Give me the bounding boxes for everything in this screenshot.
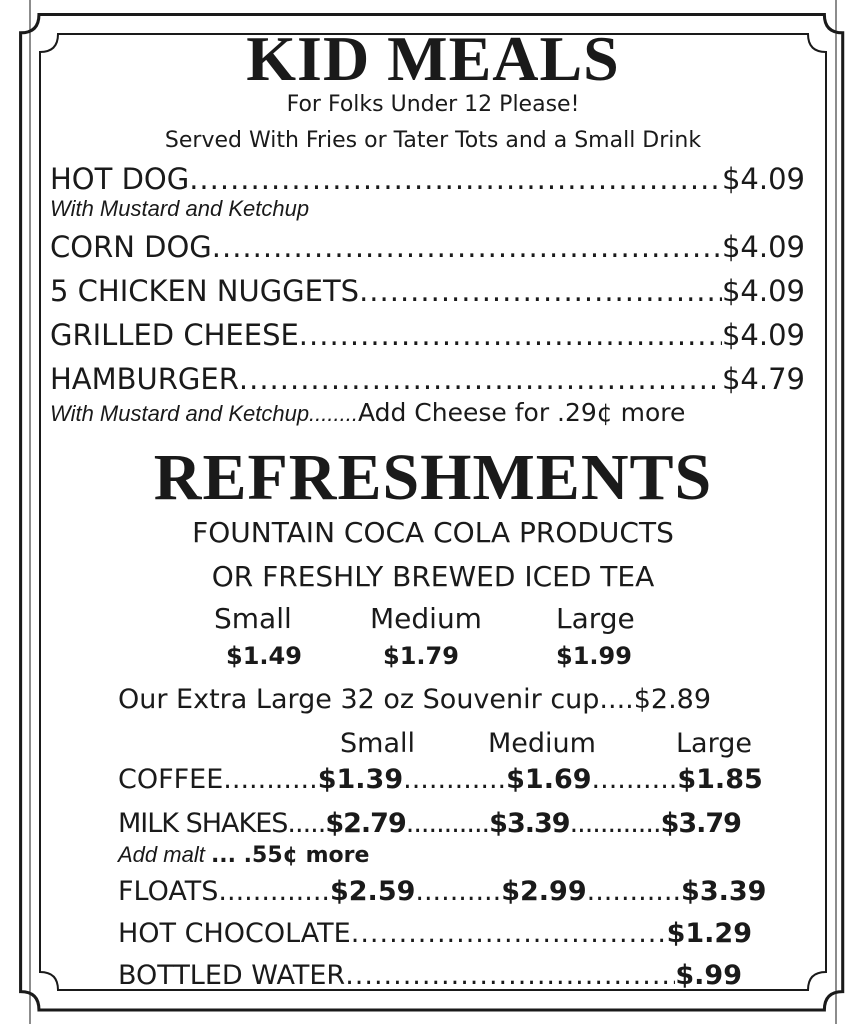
item-name: HAMBURGER [50,362,239,396]
menu-item-grilled-cheese [50,318,805,352]
add-malt-label: Add malt [118,842,205,867]
price-large: $1.85 [677,764,763,795]
item-name: 5 CHICKEN NUGGETS [50,274,360,308]
drink-size-medium: Medium [488,728,596,759]
menu-item-hot-dog [50,162,805,196]
item-name: GRILLED CHEESE [50,318,299,352]
item-price: $4.09 [721,230,805,264]
fountain-price-large: $1.99 [556,642,632,670]
refreshments-title: REFRESHMENTS [153,441,713,514]
dot-leader [212,230,722,264]
item-name: HOT CHOCOLATE [118,918,351,949]
dot-leader [351,918,667,949]
kid-meals-title: KID MEALS [246,23,620,94]
item-price: $4.09 [721,274,805,308]
item-price: $4.09 [721,318,805,352]
price-large: $3.79 [660,808,741,839]
fountain-price-small: $1.49 [226,642,302,670]
item-price: $1.29 [666,918,752,949]
item-price: $.99 [675,960,742,991]
souvenir-cup: Our Extra Large 32 oz Souvenir cup....$2.89 [118,684,712,715]
fountain-price-medium: $1.79 [383,642,459,670]
price-medium: $3.39 [489,808,570,839]
price-large: $3.39 [681,876,767,907]
item-name: BOTTLED WATER [118,960,346,991]
dot-leader [189,162,722,196]
item-price: $4.79 [721,362,805,396]
item-name: CORN DOG [50,230,212,264]
dot-leader [239,362,722,396]
item-name: MILK SHAKES [118,808,288,839]
drink-size-large: Large [676,728,752,759]
fountain-size-large: Large [556,602,635,635]
item-name: COFFEE [118,764,224,795]
kid-meals-subtitle-2: Served With Fries or Tater Tots and a Small Drink [164,128,702,153]
dot-leader [345,960,675,991]
item-price: $4.09 [721,162,805,196]
menu-item-corn-dog [50,230,805,264]
dot-leader [359,274,722,308]
price-medium: $1.69 [506,764,592,795]
menu-item-hamburger [50,362,805,396]
fountain-size-medium: Medium [370,602,482,635]
milk-shakes-note [118,842,369,868]
hamburger-note [50,398,685,427]
menu-item-hot-chocolate [118,918,752,949]
hot-dog-note: With Mustard and Ketchup [50,196,310,221]
add-cheese-note: Add Cheese for .29¢ more [357,398,686,427]
fountain-line-1: FOUNTAIN COCA COLA PRODUCTS [192,516,674,549]
drink-size-small: Small [340,728,415,759]
kid-meals-subtitle: For Folks Under 12 Please! [286,92,580,117]
add-malt-price: ... .55¢ more [210,843,370,868]
menu-item-bottled-water [118,960,742,991]
dot-leader [299,318,722,352]
item-name: HOT DOG [50,162,190,196]
hamburger-note-text: With Mustard and Ketchup........ [50,401,358,426]
price-small: $2.79 [325,808,406,839]
price-small: $1.39 [317,764,404,795]
item-name: FLOATS [118,876,219,907]
menu-item-milk-shakes: MILK SHAKES.....$2.79...........$3.39............$3.79 [118,808,741,839]
menu-item-coffee: COFFEE...........$1.39............$1.69..........$1.85 [118,764,763,795]
fountain-size-small: Small [214,602,292,635]
fountain-line-2: OR FRESHLY BREWED ICED TEA [211,560,655,593]
menu-item-chicken-nuggets [50,274,805,308]
price-small: $2.59 [329,876,416,907]
menu-item-floats: FLOATS.............$2.59..........$2.99...........$3.39 [118,876,767,907]
price-medium: $2.99 [501,876,587,907]
